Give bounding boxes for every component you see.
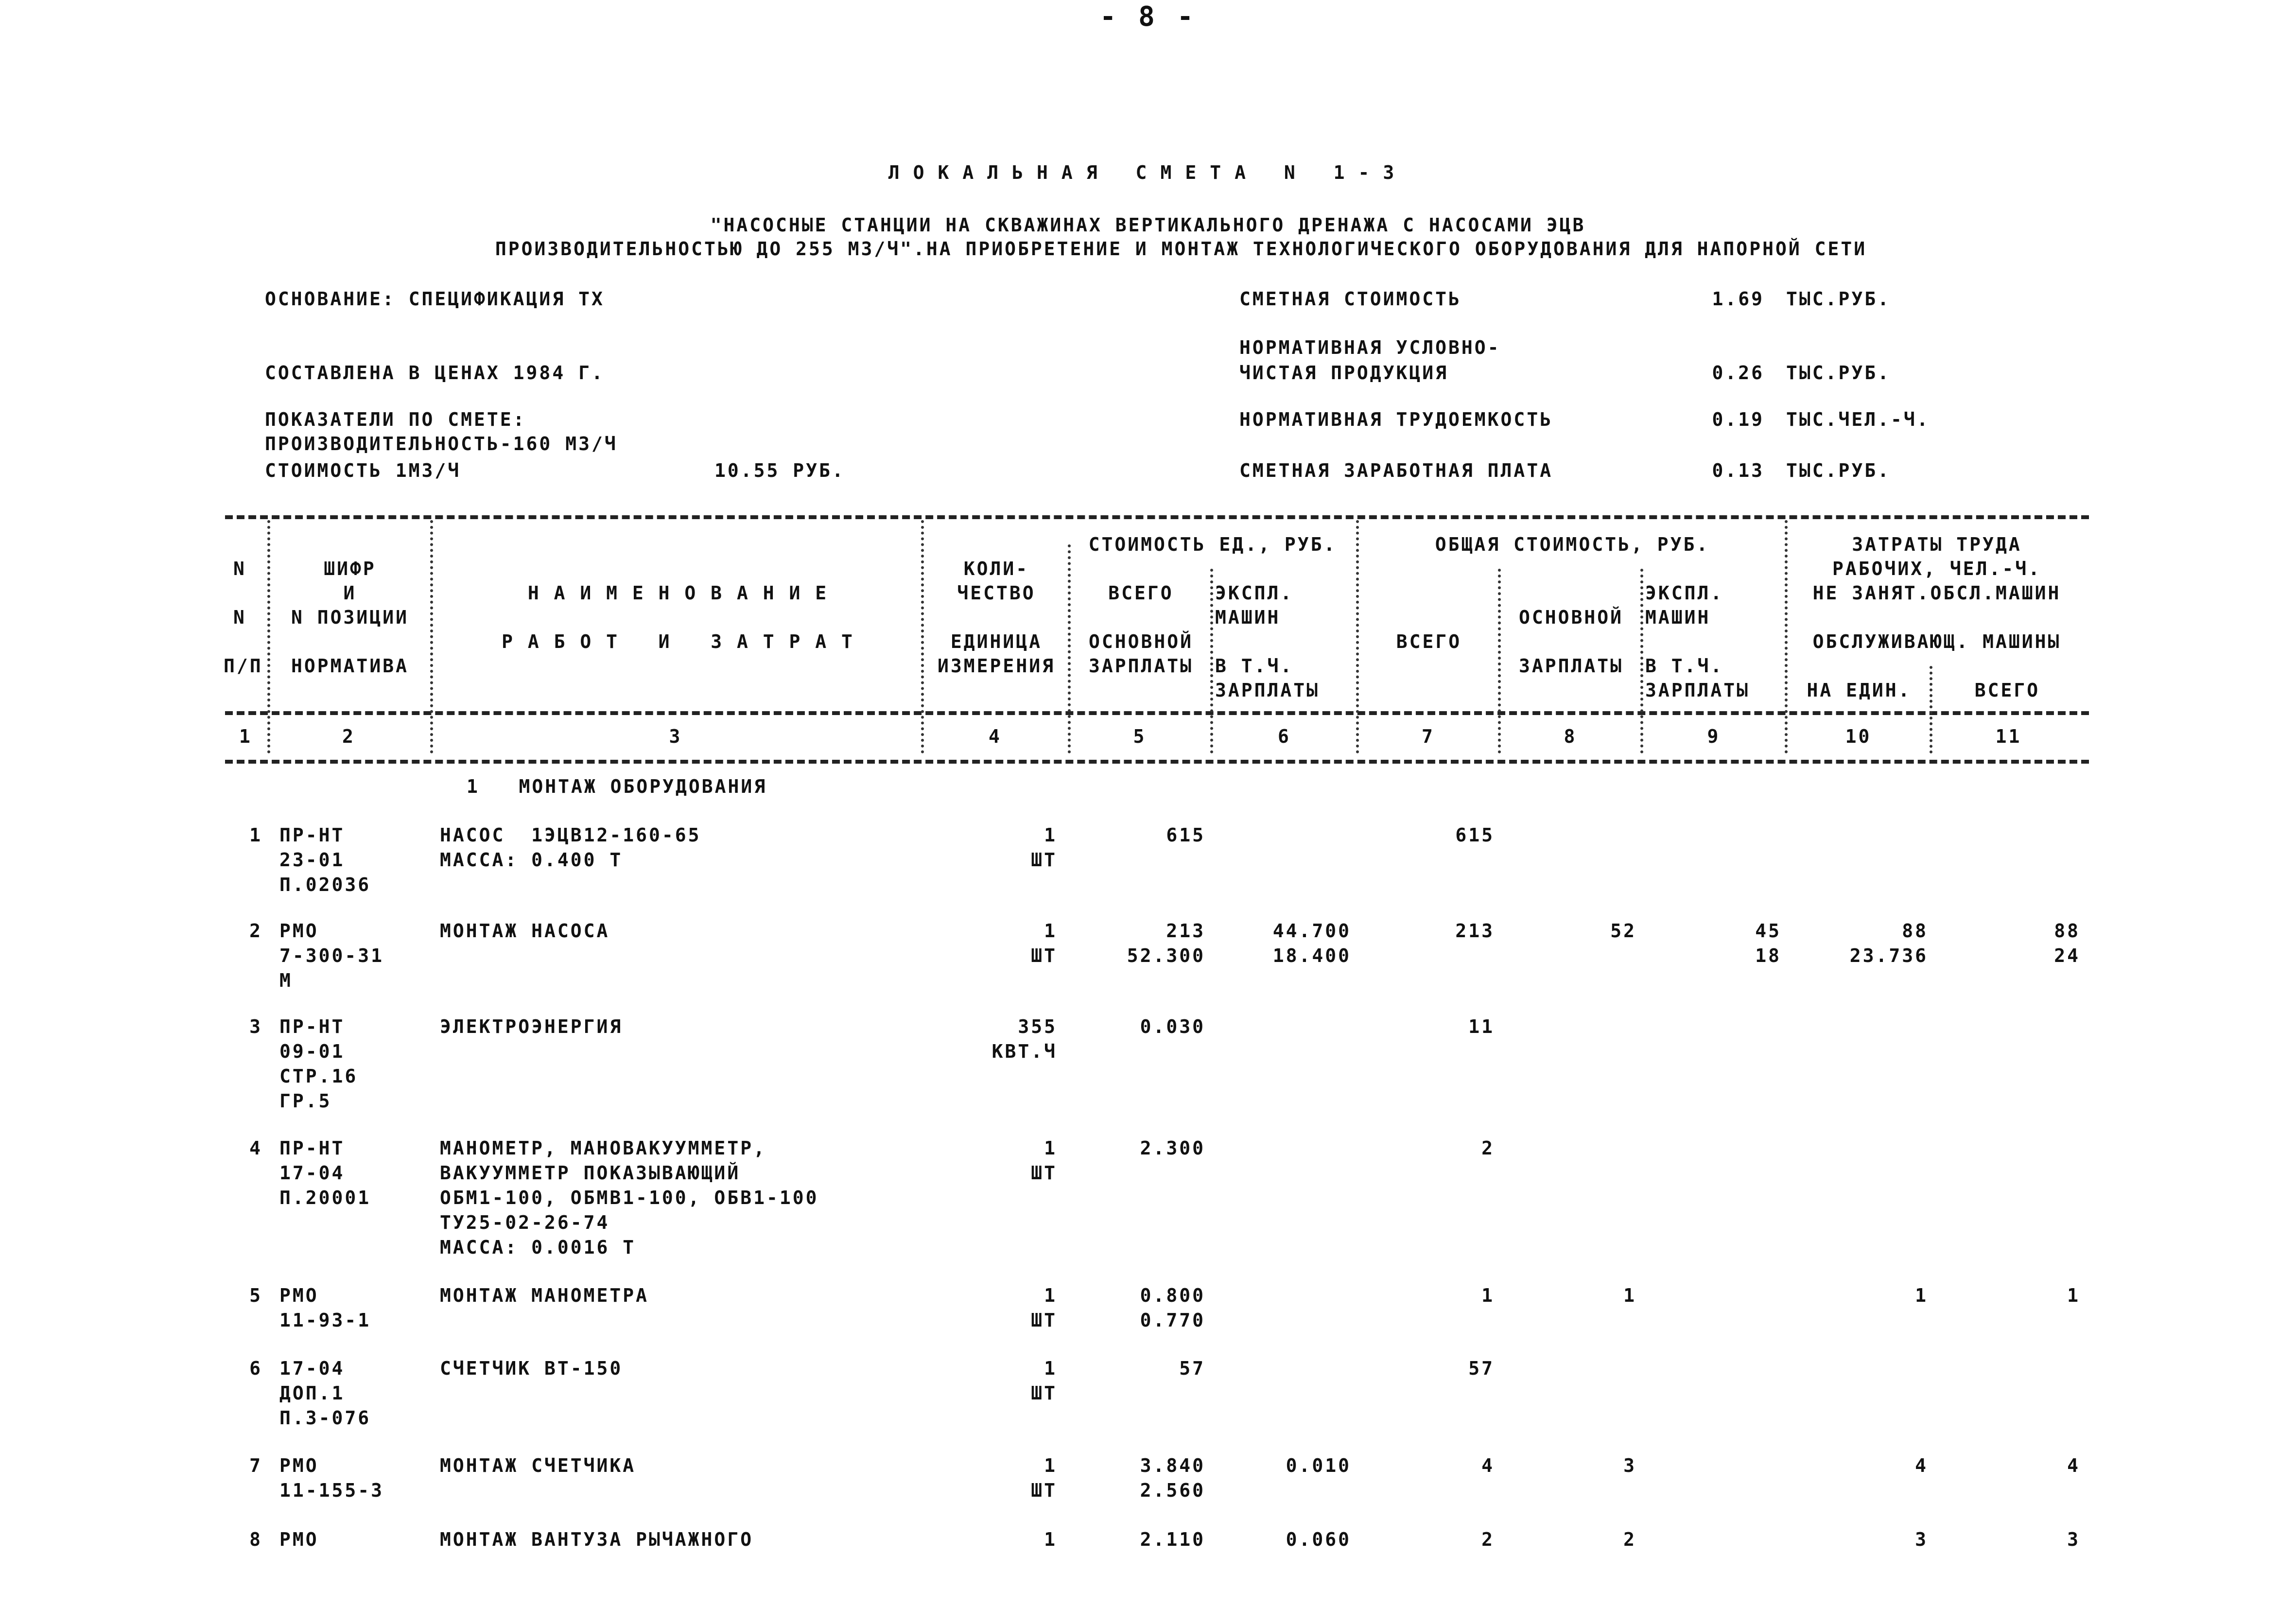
row-c5: 0.770 <box>1140 1310 1205 1331</box>
section-title: 1 МОНТАЖ ОБОРУДОВАНИЯ <box>467 776 767 797</box>
row-c5: 0.030 <box>1140 1016 1205 1037</box>
row-c6: 0.010 <box>1286 1455 1351 1476</box>
row-c7: 2 <box>1481 1137 1495 1159</box>
header-labor-group-line2: РАБОЧИХ, ЧЕЛ.-Ч. <box>1832 558 2042 579</box>
header-col1-line2: N <box>233 607 246 628</box>
row-number: 8 <box>249 1529 262 1550</box>
header-col2-line1: ШИФР <box>324 558 376 579</box>
row-c10: 1 <box>1915 1285 1928 1306</box>
row-code: СТР.16 <box>279 1066 358 1087</box>
estimated-cost-value: 1.69 <box>1712 288 1764 310</box>
row-name: НАСОС 1ЭЦВ12-160-65 <box>440 824 701 846</box>
row-unit: ШТ <box>1031 1480 1057 1501</box>
row-c5: 2.300 <box>1140 1137 1205 1159</box>
header-col5-line3: ЗАРПЛАТЫ <box>1088 655 1194 677</box>
wages-value: 0.13 <box>1712 460 1764 481</box>
row-name: МОНТАЖ СЧЕТЧИКА <box>440 1455 636 1476</box>
row-name: ЭЛЕКТРОЭНЕРГИЯ <box>440 1016 623 1037</box>
column-separator <box>1785 520 1788 753</box>
row-c9: 18 <box>1755 945 1781 966</box>
header-col9-line3: В Т.Ч. <box>1645 655 1724 677</box>
row-code: П.20001 <box>279 1187 371 1208</box>
header-col11: ВСЕГО <box>1974 680 2040 701</box>
row-name: ОБМ1-100, ОБМВ1-100, ОБВ1-100 <box>440 1187 819 1208</box>
row-c5: 2.560 <box>1140 1480 1205 1501</box>
row-c7: 11 <box>1468 1016 1495 1037</box>
row-c5: 213 <box>1166 920 1205 942</box>
column-number: 8 <box>1564 726 1577 747</box>
header-col9-line4: ЗАРПЛАТЫ <box>1645 680 1750 701</box>
row-c5: 3.840 <box>1140 1455 1205 1476</box>
row-c6: 44.700 <box>1272 920 1351 942</box>
row-c10: 23.736 <box>1849 945 1928 966</box>
header-col6-line4: ЗАРПЛАТЫ <box>1215 680 1320 701</box>
row-unit: ШТ <box>1031 945 1057 966</box>
row-quantity: 1 <box>1044 1358 1057 1379</box>
row-c8: 52 <box>1610 920 1636 942</box>
header-labor-group-line3: НЕ ЗАНЯТ.ОБСЛ.МАШИН <box>1812 582 2061 604</box>
row-name: МОНТАЖ МАНОМЕТРА <box>440 1285 649 1306</box>
row-quantity: 1 <box>1044 1137 1057 1159</box>
row-name: МАССА: 0.0016 Т <box>440 1237 636 1258</box>
document-subtitle-line-2: ПРОИЗВОДИТЕЛЬНОСТЬЮ ДО 255 М3/Ч".НА ПРИОБРЕТЕНИЕ И МОНТАЖ ТЕХНОЛОГИЧЕСКОГО ОБОРУДОВАНИЯ ДЛЯ НАПОРНОЙ СЕТИ <box>495 238 1867 260</box>
header-col8-line2: ЗАРПЛАТЫ <box>1518 655 1624 677</box>
wages-unit: ТЫС.РУБ. <box>1786 460 1891 481</box>
document-subtitle-line-1: "НАСОСНЫЕ СТАНЦИИ НА СКВАЖИНАХ ВЕРТИКАЛЬНОГО ДРЕНАЖА С НАСОСАМИ ЭЦВ <box>710 214 1586 236</box>
row-name: МАССА: 0.400 Т <box>440 849 623 871</box>
row-c11: 3 <box>2067 1529 2080 1550</box>
row-code: 17-04 <box>279 1162 345 1184</box>
column-separator <box>267 520 270 753</box>
row-quantity: 1 <box>1044 1285 1057 1306</box>
row-unit: КВТ.Ч <box>991 1041 1057 1062</box>
numbers-bottom-rule <box>225 760 2089 764</box>
row-code: ГР.5 <box>279 1090 332 1112</box>
row-c5: 2.110 <box>1140 1529 1205 1550</box>
row-quantity: 1 <box>1044 824 1057 846</box>
row-c11: 1 <box>2067 1285 2080 1306</box>
row-c10: 88 <box>1902 920 1928 942</box>
estimated-cost-unit: ТЫС.РУБ. <box>1786 288 1891 310</box>
header-col2-line3: N ПОЗИЦИИ <box>291 607 409 628</box>
row-c7: 1 <box>1481 1285 1495 1306</box>
row-unit: ШТ <box>1031 1162 1057 1184</box>
labor-intensity-label: НОРМАТИВНАЯ ТРУДОЕМКОСТЬ <box>1239 409 1553 430</box>
row-quantity: 1 <box>1044 1529 1057 1550</box>
header-col1-line3: П/П <box>224 655 263 677</box>
row-c7: 615 <box>1455 824 1495 846</box>
prices-line: СОСТАВЛЕНА В ЦЕНАХ 1984 Г. <box>265 362 605 384</box>
unit-cost-value: 10.55 РУБ. <box>714 460 845 481</box>
indicators-title: ПОКАЗАТЕЛИ ПО СМЕТЕ: <box>265 409 526 430</box>
header-col4-line3: ЕДИНИЦА <box>950 631 1043 652</box>
column-number: 7 <box>1422 726 1435 747</box>
table-top-rule <box>225 515 2089 519</box>
row-unit: ШТ <box>1031 849 1057 871</box>
header-col1-line1: N <box>233 558 246 579</box>
row-code: РМО <box>279 1455 319 1476</box>
wages-label: СМЕТНАЯ ЗАРАБОТНАЯ ПЛАТА <box>1239 460 1553 481</box>
net-product-label-2: ЧИСТАЯ ПРОДУКЦИЯ <box>1239 362 1449 384</box>
labor-intensity-unit: ТЫС.ЧЕЛ.-Ч. <box>1786 409 1930 430</box>
row-code: ПР-НТ <box>279 1016 345 1037</box>
row-c8: 2 <box>1623 1529 1636 1550</box>
row-code: РМО <box>279 1285 319 1306</box>
unit-cost-label: СТОИМОСТЬ 1М3/Ч <box>265 460 461 481</box>
row-quantity: 1 <box>1044 920 1057 942</box>
header-col2-line2: И <box>343 582 357 604</box>
row-number: 2 <box>249 920 262 942</box>
header-col2-line4: НОРМАТИВА <box>291 655 409 677</box>
document-title: ЛОКАЛЬНАЯ СМЕТА N 1-3 <box>888 162 1408 183</box>
row-code: 7-300-31 <box>279 945 384 966</box>
row-unit: ШТ <box>1031 1310 1057 1331</box>
header-col5-line2: ОСНОВНОЙ <box>1088 631 1194 652</box>
header-unit-cost-group: СТОИМОСТЬ ЕД., РУБ. <box>1088 534 1337 555</box>
row-code: М <box>279 970 293 991</box>
header-col7: ВСЕГО <box>1396 631 1462 652</box>
row-number: 1 <box>249 824 262 846</box>
row-number: 4 <box>249 1137 262 1159</box>
column-number: 4 <box>989 726 1002 747</box>
row-code: РМО <box>279 1529 319 1550</box>
row-c10: 4 <box>1915 1455 1928 1476</box>
row-code: ДОП.1 <box>279 1382 345 1404</box>
row-c7: 213 <box>1455 920 1495 942</box>
header-col6-line1: ЭКСПЛ. <box>1215 582 1294 604</box>
header-total-cost-group: ОБЩАЯ СТОИМОСТЬ, РУБ. <box>1435 534 1710 555</box>
column-number: 9 <box>1707 726 1721 747</box>
row-number: 5 <box>249 1285 262 1306</box>
row-c6: 18.400 <box>1272 945 1351 966</box>
header-col4-line4: ИЗМЕРЕНИЯ <box>938 655 1055 677</box>
header-col10: НА ЕДИН. <box>1807 680 1912 701</box>
column-number: 6 <box>1278 726 1291 747</box>
row-c5: 52.300 <box>1127 945 1205 966</box>
row-c5: 0.800 <box>1140 1285 1205 1306</box>
header-col4-line1: КОЛИ- <box>963 558 1029 579</box>
row-code: ПР-НТ <box>279 1137 345 1159</box>
row-c8: 3 <box>1623 1455 1636 1476</box>
row-code: 09-01 <box>279 1041 345 1062</box>
row-unit: ШТ <box>1031 1382 1057 1404</box>
row-number: 3 <box>249 1016 262 1037</box>
header-col4-line2: ЧЕСТВО <box>957 582 1036 604</box>
header-col3-line1: Н А И М Е Н О В А Н И Е <box>527 582 829 604</box>
column-number: 1 <box>239 726 252 747</box>
column-number: 11 <box>1995 726 2022 747</box>
row-quantity: 1 <box>1044 1455 1057 1476</box>
row-c11: 88 <box>2054 920 2080 942</box>
row-c7: 4 <box>1481 1455 1495 1476</box>
net-product-value: 0.26 <box>1712 362 1764 384</box>
row-code: 23-01 <box>279 849 345 871</box>
row-code: РМО <box>279 920 319 942</box>
column-number: 5 <box>1133 726 1147 747</box>
header-labor-group-line4: ОБСЛУЖИВАЮЩ. МАШИНЫ <box>1812 631 2061 652</box>
basis-line: ОСНОВАНИЕ: СПЕЦИФИКАЦИЯ ТХ <box>265 288 605 310</box>
row-quantity: 355 <box>1018 1016 1057 1037</box>
column-separator <box>1356 520 1359 753</box>
column-separator <box>430 520 433 753</box>
row-code: 11-155-3 <box>279 1480 384 1501</box>
net-product-unit: ТЫС.РУБ. <box>1786 362 1891 384</box>
row-c8: 1 <box>1623 1285 1636 1306</box>
page-number: - 8 - <box>1099 1 1197 33</box>
row-c7: 2 <box>1481 1529 1495 1550</box>
header-col5-line1: ВСЕГО <box>1108 582 1174 604</box>
row-c11: 24 <box>2054 945 2080 966</box>
row-code: 17-04 <box>279 1358 345 1379</box>
column-separator <box>1068 544 1071 753</box>
net-product-label: НОРМАТИВНАЯ УСЛОВНО- <box>1239 337 1501 358</box>
header-col9-line2: МАШИН <box>1645 607 1711 628</box>
row-code: П.3-076 <box>279 1407 371 1429</box>
row-name: МАНОМЕТР, МАНОВАКУУММЕТР, <box>440 1137 766 1159</box>
labor-intensity-value: 0.19 <box>1712 409 1764 430</box>
row-c5: 57 <box>1179 1358 1205 1379</box>
row-name: СЧЕТЧИК ВТ-150 <box>440 1358 623 1379</box>
column-number: 10 <box>1845 726 1872 747</box>
column-separator <box>921 520 924 753</box>
row-code: 11-93-1 <box>279 1310 371 1331</box>
header-col8-line1: ОСНОВНОЙ <box>1518 607 1624 628</box>
row-name: МОНТАЖ НАСОСА <box>440 920 610 942</box>
row-name: МОНТАЖ ВАНТУЗА РЫЧАЖНОГО <box>440 1529 754 1550</box>
header-col6-line3: В Т.Ч. <box>1215 655 1294 677</box>
row-name: ВАКУУММЕТР ПОКАЗЫВАЮЩИЙ <box>440 1162 741 1184</box>
row-c6: 0.060 <box>1286 1529 1351 1550</box>
row-name: ТУ25-02-26-74 <box>440 1212 610 1233</box>
row-c9: 45 <box>1755 920 1781 942</box>
header-col6-line2: МАШИН <box>1215 607 1281 628</box>
header-bottom-rule <box>225 711 2089 715</box>
column-number: 3 <box>669 726 682 747</box>
row-c5: 615 <box>1166 824 1205 846</box>
row-c7: 57 <box>1468 1358 1495 1379</box>
row-number: 7 <box>249 1455 262 1476</box>
row-code: ПР-НТ <box>279 824 345 846</box>
estimated-cost-label: СМЕТНАЯ СТОИМОСТЬ <box>1239 288 1461 310</box>
row-c10: 3 <box>1915 1529 1928 1550</box>
header-col3-line2: Р А Б О Т И З А Т Р А Т <box>502 631 854 652</box>
row-c11: 4 <box>2067 1455 2080 1476</box>
row-code: П.02036 <box>279 874 371 895</box>
header-labor-group-line1: ЗАТРАТЫ ТРУДА <box>1852 534 2022 555</box>
column-number: 2 <box>342 726 355 747</box>
header-col9-line1: ЭКСПЛ. <box>1645 582 1724 604</box>
productivity-line: ПРОИЗВОДИТЕЛЬНОСТЬ-160 М3/Ч <box>265 433 618 454</box>
row-number: 6 <box>249 1358 262 1379</box>
